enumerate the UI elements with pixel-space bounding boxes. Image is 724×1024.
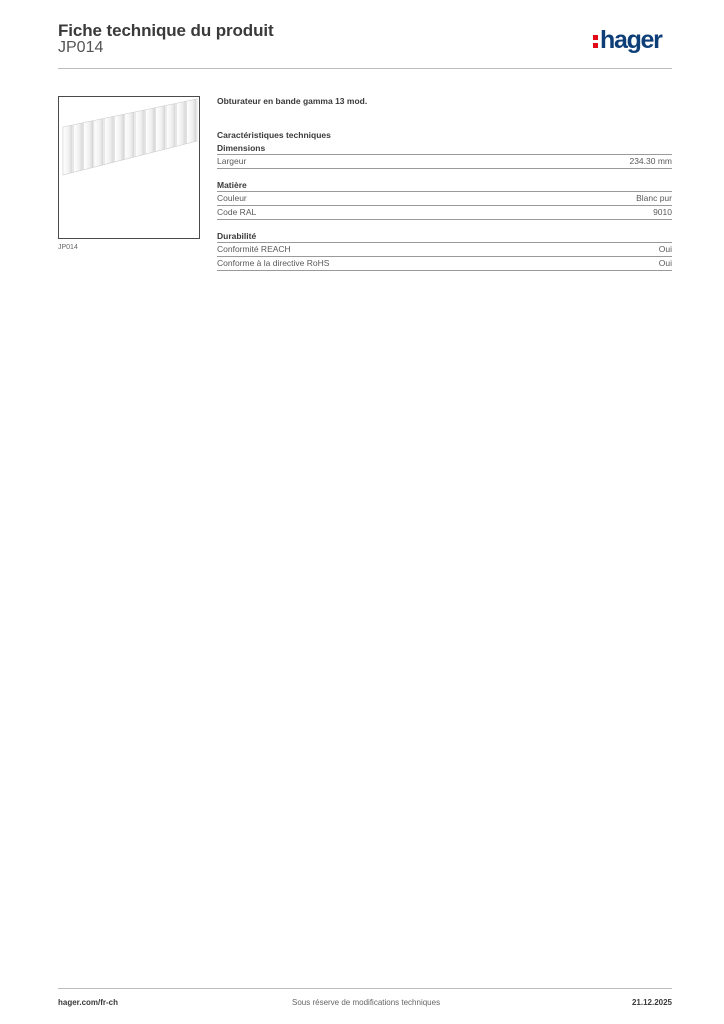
header-divider	[58, 68, 672, 69]
spec-row	[217, 154, 672, 169]
section-material	[217, 179, 672, 220]
product-name: Obturateur en bande gamma 13 mod.	[217, 96, 368, 106]
section-title: Matière	[217, 180, 247, 190]
spec-value: 9010	[653, 207, 672, 217]
logo-dot-icon	[593, 43, 598, 48]
strip-fin	[125, 112, 134, 159]
spec-row	[217, 205, 672, 220]
strip-fin	[135, 110, 144, 157]
section-title: Durabilité	[217, 231, 257, 241]
strip-fin	[156, 106, 165, 152]
spec-value: Oui	[658, 244, 672, 254]
footer-date: 21.12.2025	[631, 998, 672, 1007]
hager-logo	[592, 26, 676, 60]
spec-label: Code RAL	[217, 207, 257, 217]
spec-value: 234.30 mm	[629, 156, 672, 166]
section-dimensions	[217, 142, 672, 169]
strip-fin	[104, 116, 113, 164]
spec-row	[217, 191, 672, 205]
specification-panel	[217, 96, 672, 271]
product-reference: JP014	[58, 39, 104, 56]
spec-label: Conformité REACH	[217, 244, 291, 254]
strip-fin	[73, 123, 82, 172]
product-image	[58, 96, 200, 239]
strip-fin	[145, 108, 154, 154]
spec-value: Blanc pur	[636, 193, 672, 203]
logo-dot-icon	[593, 35, 598, 40]
image-caption: JP014	[58, 244, 78, 251]
spec-value: Oui	[658, 258, 672, 268]
spec-row	[217, 242, 672, 256]
spec-label: Couleur	[217, 193, 247, 203]
spec-label: Largeur	[217, 156, 247, 166]
spec-label: Conforme à la directive RoHS	[217, 258, 330, 268]
strip-fin	[176, 101, 185, 146]
characteristics-heading: Caractéristiques techniques	[217, 130, 331, 140]
footer-website: hager.com/fr-ch	[58, 998, 119, 1007]
footer-notice: Sous réserve de modifications techniques	[292, 998, 441, 1007]
strip-fin	[84, 121, 93, 170]
strip-fin	[94, 119, 103, 168]
page-title: Fiche technique du produit	[58, 21, 274, 40]
section-title: Dimensions	[217, 143, 266, 153]
strip-fin	[166, 104, 175, 149]
spec-row	[217, 256, 672, 271]
strip-fin	[63, 125, 72, 175]
strip-fin	[187, 99, 196, 143]
logo-wordmark: hager	[600, 26, 662, 54]
footer-divider	[58, 988, 672, 989]
section-durability	[217, 230, 672, 271]
strip-fin	[115, 114, 124, 162]
blanking-strip-image	[59, 97, 199, 238]
